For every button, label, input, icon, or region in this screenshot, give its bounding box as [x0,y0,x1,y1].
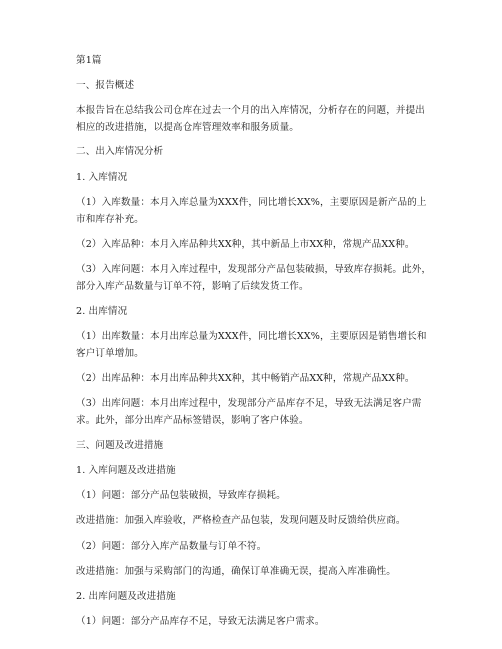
subsection-heading: 1. 入库情况 [76,172,128,183]
paragraph-line: （2）问题：部分入库产品数量与订单不符。 [76,541,267,552]
paragraph-line: 相应的改进措施，以提高仓库管理效率和服务质量。 [76,122,299,133]
paragraph-line: （3）入库问题：本月入库过程中，发现部分产品包装破损，导致库存损耗。此外， [76,264,432,275]
paragraph-line: 部分入库产品数量与订单不符，影响了后续发货工作。 [76,281,309,292]
paragraph-line: （1）入库数量：本月入库总量为XXX件，同比增长XX%，主要原因是新产品的上 [76,197,427,208]
paragraph-line: （1）出库数量：本月出库总量为XXX件，同比增长XX%，主要原因是销售增长和 [76,331,427,342]
paragraph-line: 改进措施：加强与采购部门的沟通，确保订单准确无误，提高入库准确性。 [76,566,396,577]
paragraph-line: （2）出库品种：本月出库品种共XX种，其中畅销产品XX种，常规产品XX种。 [76,373,415,384]
paragraph-line: 求。此外，部分出库产品标签错误，影响了客户体验。 [76,415,309,426]
paragraph-line: （2）入库品种：本月入库品种共XX种，其中新品上市XX种，常规产品XX种。 [76,239,415,250]
paragraph-line: 客户订单增加。 [76,348,144,359]
section-heading: 二、出入库情况分析 [76,146,164,157]
paragraph-line: 本报告旨在总结我公司仓库在过去一个月的出入库情况，分析存在的问题，并提出 [76,105,425,116]
section-heading: 一、报告概述 [76,80,135,91]
paragraph-line: （1）问题：部分产品包装破损，导致库存损耗。 [76,490,286,501]
paragraph-line: 市和库存补充。 [76,214,144,225]
subsection-heading: 1. 入库问题及改进措施 [76,465,176,476]
paragraph-line: 改进措施：加强入库验收，严格检查产品包装，发现问题及时反馈给供应商。 [76,515,406,526]
paragraph-line: （3）出库问题：本月出库过程中，发现部分产品库存不足，导致无法满足客户需 [76,398,422,409]
section-heading: 三、问题及改进措施 [76,440,164,451]
paragraph-line: （1）问题：部分产品库存不足，导致无法满足客户需求。 [76,616,325,627]
section-heading: 第1篇 [76,55,102,66]
subsection-heading: 2. 出库情况 [76,306,128,317]
subsection-heading: 2. 出库问题及改进措施 [76,591,176,602]
